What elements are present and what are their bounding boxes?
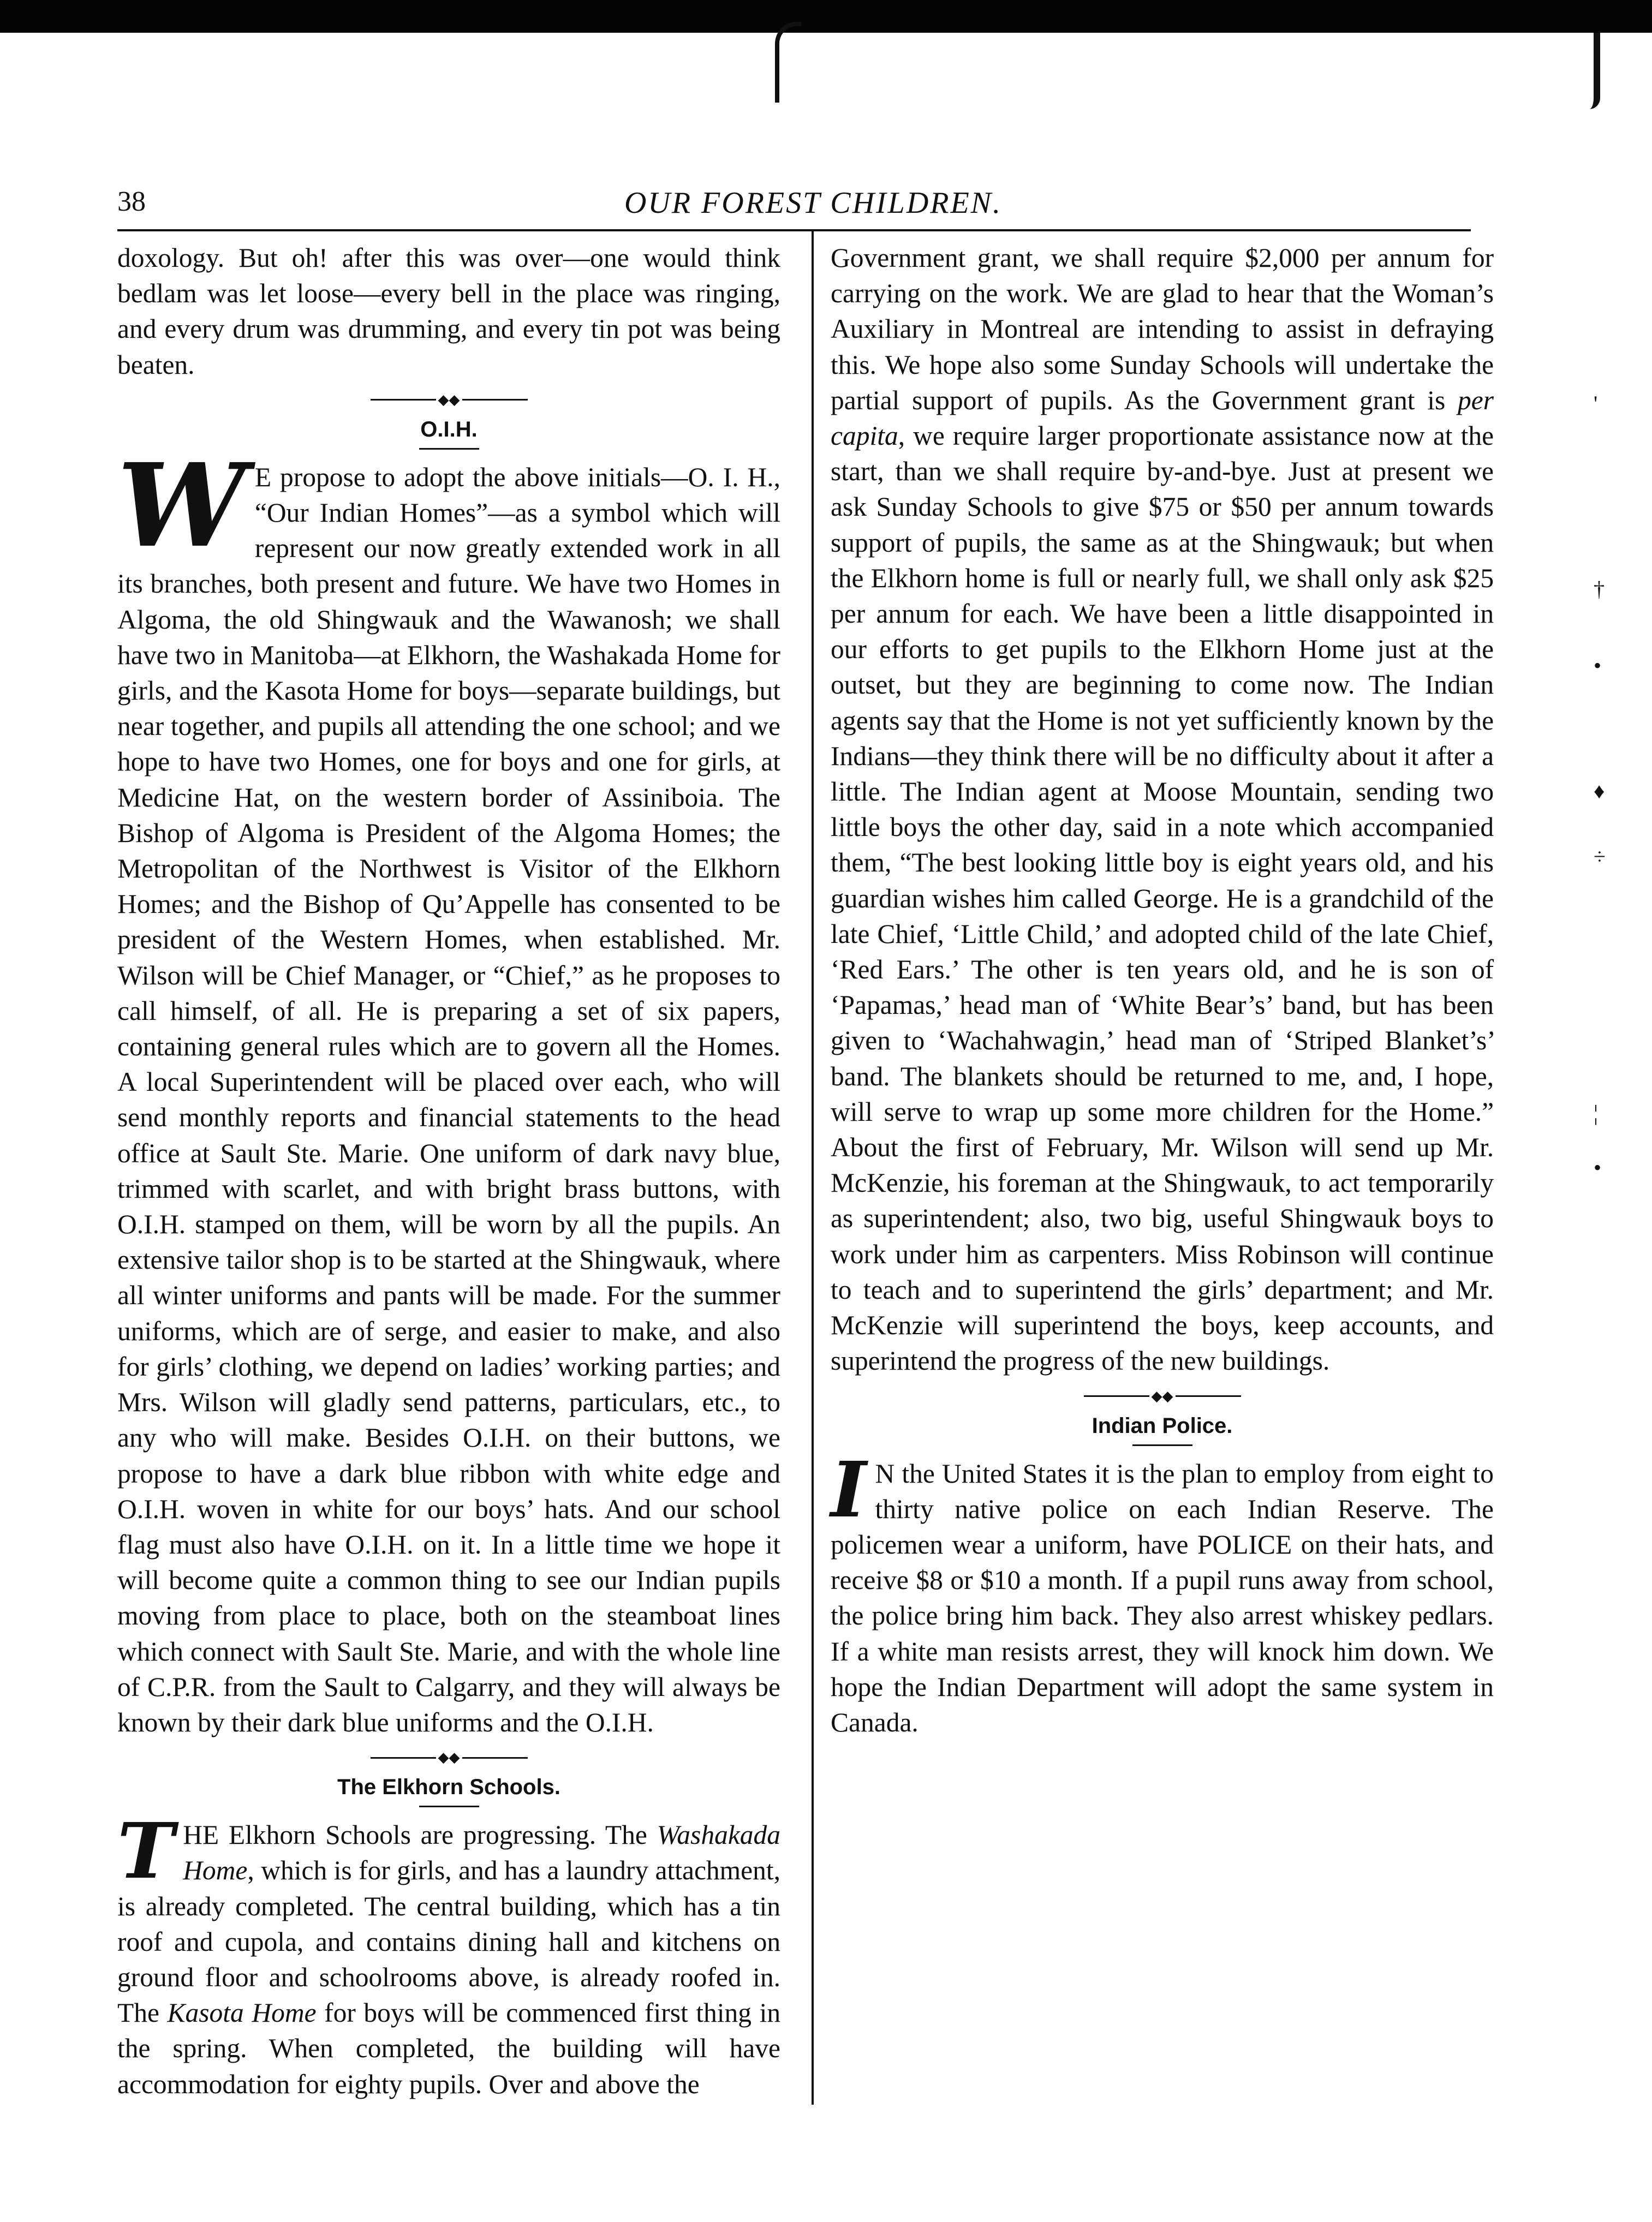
right-column [831,240,1494,1740]
column-divider [812,230,814,2105]
margin-speck: ' [1594,391,1598,416]
oih-paragraph [117,438,780,1740]
oih-body: E propose to adopt the above initials—O. I. H., “Our Indian Homes”—as a symbol which will represent our now greatly extended work in all its branches, both present and future. We have two Homes in Algoma, the old Shingwauk and the Wawanosh; we shall have two in Manitoba—at Elkhorn, the Washakada Home for girls, and the Kasota Home for boys—separate buildings, but near together, and pupils all attending the one school; and we hope to have two Homes, one for boys and one for girls, at Medicine Hat, on the western border of Assiniboia. The Bishop of Algoma is President of the Algoma Homes; the Metropolitan of the Northwest is Visitor of the Elkhorn Homes; and the Bishop of Qu’Appelle has consented to be president of the Western Homes, when established. Mr. Wilson will be Chief Manager, or “Chief,” as he proposes to call himself, of all. He is preparing a set of six papers, containing general rules which are to govern all the Homes. A local Superintendent will be placed over each, who will send monthly reports and financial statements to the head office at Sault Ste. Marie. One uniform of dark navy blue, trimmed with scarlet, and with bright brass buttons, with O.I.H. stamped on them, will be worn by all the pupils. An extensive tailor shop is to be started at the Shingwauk, where all winter uniforms and pants will be made. For the summer uniforms, which are of serge, and easier to make, and also for girls’ clothing, we depend on ladies’ working parties; and Mrs. Wilson will gladly send patterns, particulars, etc., to any who will make. Besides O.I.H. on their buttons, we propose to have a dark blue ribbon with white edge and O.I.H. woven in white for our boys’ hats. And our school flag must also have O.I.H. on it. In a little time we hope it will become quite a common thing to see our Indian pupils moving from place to place, both on the steamboat lines which connect with Sault Ste. Marie, and with the whole line of C.P.R. from the Sault to Calgarry, and they will always be known by their dark blue uniforms and the O.I.H. [117,462,780,1737]
police-heading: Indian Police. [1092,1413,1233,1438]
elkhorn-heading: The Elkhorn Schools. [337,1775,560,1800]
scan-edge-mark [1572,33,1600,109]
police-body: N the United States it is the plan to employ from eight to thirty native police on each Indian Reserve. The policemen wear a uniform, have POLICE on their hats, and receive $8 or $10 a month. If a pupil runs away from school, the police bring him back. They also arrest whiskey pedlars. If a white man resists arrest, they will knock him down. We hope the Indian Department will adopt the same system in Canada. [831,1458,1494,1737]
intro-paragraph: doxology. But oh! after this was over—one would think bedlam was let loose—every bell in the place was ringing, and every drum was drumming, and every tin pot was being beaten. [117,243,780,380]
running-title: OUR FOREST CHILDREN. [624,186,1003,220]
oih-heading: O.I.H. [420,417,478,441]
margin-speck: † [1594,577,1605,601]
margin-speck: ÷ [1594,844,1606,869]
heading-underline [419,1806,479,1807]
elkhorn-paragraph-continued: Government grant, we shall require $2,000 per annum for carrying on the work. We are glad to hear that the Woman’s Auxiliary in Montreal are intending to assist in defraying this. We hope also some Sunday Schools will undertake the partial support of pupils. As the Government grant is per capita, we require larger proportionate assistance now at the start, than we shall require by-and-bye. Just at present we ask Sunday Schools to give $75 or $50 per annum towards support of pupils, the same as at the Shingwauk; but when the Elkhorn home is full or nearly full, we shall only ask $25 per annum for each. We have been a little disappointed in our efforts to get pupils to the Elkhorn Home just at the outset, but they are beginning to come now. The Indian agents say that the Home is not yet sufficiently known by the Indians—they think there will be no difficulty about it after a little. The Indian agent at Moose Mountain, sending two little boys the other day, said in a note which accompanied them, “The best looking little boy is eight years old, and his guardian wishes him called George. He is a grandchild of the late Chief, ‘Little Child,’ and adopted child of the late Chief, ‘Red Ears.’ The other is ten years old, and he is son of ‘Papamas,’ head man of ‘White Bear’s’ band, but has been given to ‘Wachahwagin,’ head man of ‘Striped Blanket’s’ band. The blankets should be returned to me, and, I hope, will serve to wrap up some more children for the Home.” About the first of February, Mr. Wilson will send up Mr. McKenzie, his foreman at the Shingwauk, to act temporarily as superintendent; also, two big, useful Shingwauk boys to work under him as carpenters. Miss Robinson will continue to teach and to superintend the girls’ department; and Mr. McKenzie will superintend the boys, keep accounts, and superintend the progress of the new buildings. [831,243,1494,1376]
scan-ornament-mark [775,22,801,103]
margin-speck: ♦ [1594,779,1605,803]
heading-underline [1132,1444,1192,1446]
page-number: 38 [117,186,146,217]
scan-top-border [0,0,1652,33]
left-column [117,240,780,2102]
margin-speck: • [1594,1155,1602,1180]
dropcap-t: T [117,1807,175,1897]
dropcap-i: I [831,1445,867,1535]
dropcap-w: W [117,438,246,573]
section-separator: ◆◆ [831,1387,1494,1406]
margin-speck: ¦ [1594,1101,1599,1125]
margin-speck: • [1594,653,1602,678]
heading-underline [419,448,479,450]
section-separator: ◆◆ [117,1748,780,1767]
elkhorn-paragraph-start: THE Elkhorn Schools are progressing. The Washakada Home, which is for girls, and has a laundry attachment, is already completed. The central building, which has a tin roof and cupola, and contains dining hall and kitchens on ground floor and schoolrooms above, is already roofed in. The Kasota Home for boys will be commenced first thing in the spring. When completed, the building will have accommodation for eighty pupils. Over and above the [117,1807,781,2099]
police-paragraph [831,1445,1494,1741]
header-rule [117,229,1471,231]
section-separator: ◆◆ [117,390,780,410]
